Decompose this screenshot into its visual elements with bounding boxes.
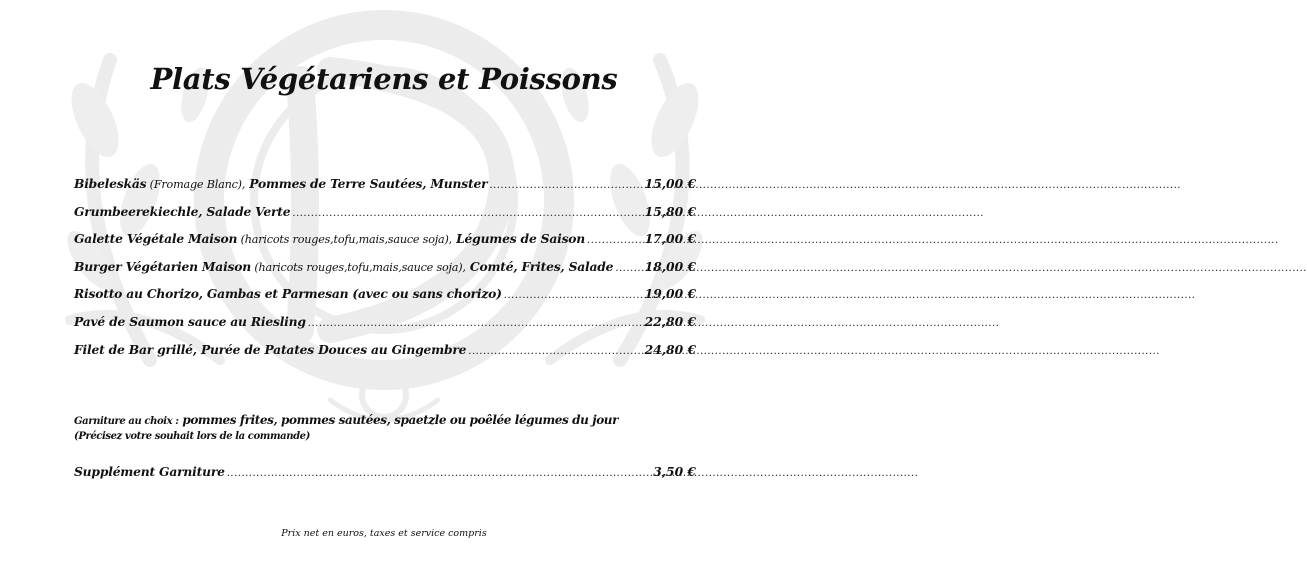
menu-item-price: 24,80 € [644, 341, 696, 357]
supplement-line [74, 464, 696, 492]
menu-item-price: 19,00 € [644, 286, 696, 302]
garniture-line [74, 413, 618, 427]
dot-leader [489, 180, 642, 191]
menu-item-price: 15,00 € [644, 176, 696, 191]
menu-item [74, 259, 696, 287]
garniture-label: Garniture au choix : [74, 416, 179, 427]
supplement-price: 3,50 € [653, 464, 696, 479]
menu-item-name: Galette Végétale Maison (haricots rouges,tofu,mais,sauce soja), Légumes de Saison [74, 231, 586, 247]
menu-item [74, 314, 696, 342]
dot-leader [587, 235, 643, 246]
menu-item-name: Filet de Bar grillé, Purée de Patates Douces au Gingembre [74, 341, 467, 357]
dot-leader [227, 468, 651, 479]
menu-item [74, 231, 696, 259]
dot-leader [468, 346, 642, 357]
menu-item-name: Risotto au Chorizo, Gambas et Parmesan (avec ou sans chorizo) [74, 286, 502, 302]
menu-item [74, 176, 696, 204]
garniture-note: (Précisez votre souhait lors de la commande) [74, 431, 310, 442]
menu-item [74, 342, 696, 370]
menu-item-desc: (haricots rouges,tofu,mais,sauce soja), [251, 260, 466, 274]
menu-item-desc: (haricots rouges,tofu,mais,sauce soja), [237, 233, 453, 247]
menu-item-name: Grumbeerekiechle, Salade Verte [74, 203, 291, 219]
menu-item-name: Pavé de Saumon sauce au Riesling [74, 313, 306, 329]
menu-item [74, 464, 696, 492]
dot-leader [615, 263, 642, 274]
menu-item-price: 15,80 € [644, 203, 696, 219]
dot-leader [292, 208, 642, 219]
menu-item-name: Burger Végétarien Maison (haricots rouges,tofu,mais,sauce soja), Comté, Frites, Salade [74, 258, 614, 274]
menu-item [74, 286, 696, 314]
garniture-text: pommes frites, pommes sautées, spaetzle ou poêlée légumes du jour [178, 413, 619, 427]
footer-note: Prix net en euros, taxes et service compris [281, 528, 487, 539]
dot-leader [308, 318, 643, 329]
supplement-name: Supplément Garniture [74, 464, 225, 479]
dot-leader [504, 290, 643, 301]
menu-item [74, 204, 696, 232]
menu-item-desc: (Fromage Blanc), [146, 178, 246, 191]
menu-item-price: 18,00 € [644, 258, 696, 274]
menu-item-name: Bibeleskäs (Fromage Blanc), Pommes de Terre Sautées, Munster [74, 176, 488, 191]
menu-item-price: 17,00 € [644, 231, 696, 247]
menu-list [74, 176, 696, 369]
page-title: Plats Végétariens et Poissons [150, 62, 618, 96]
menu-item-price: 22,80 € [644, 313, 696, 329]
